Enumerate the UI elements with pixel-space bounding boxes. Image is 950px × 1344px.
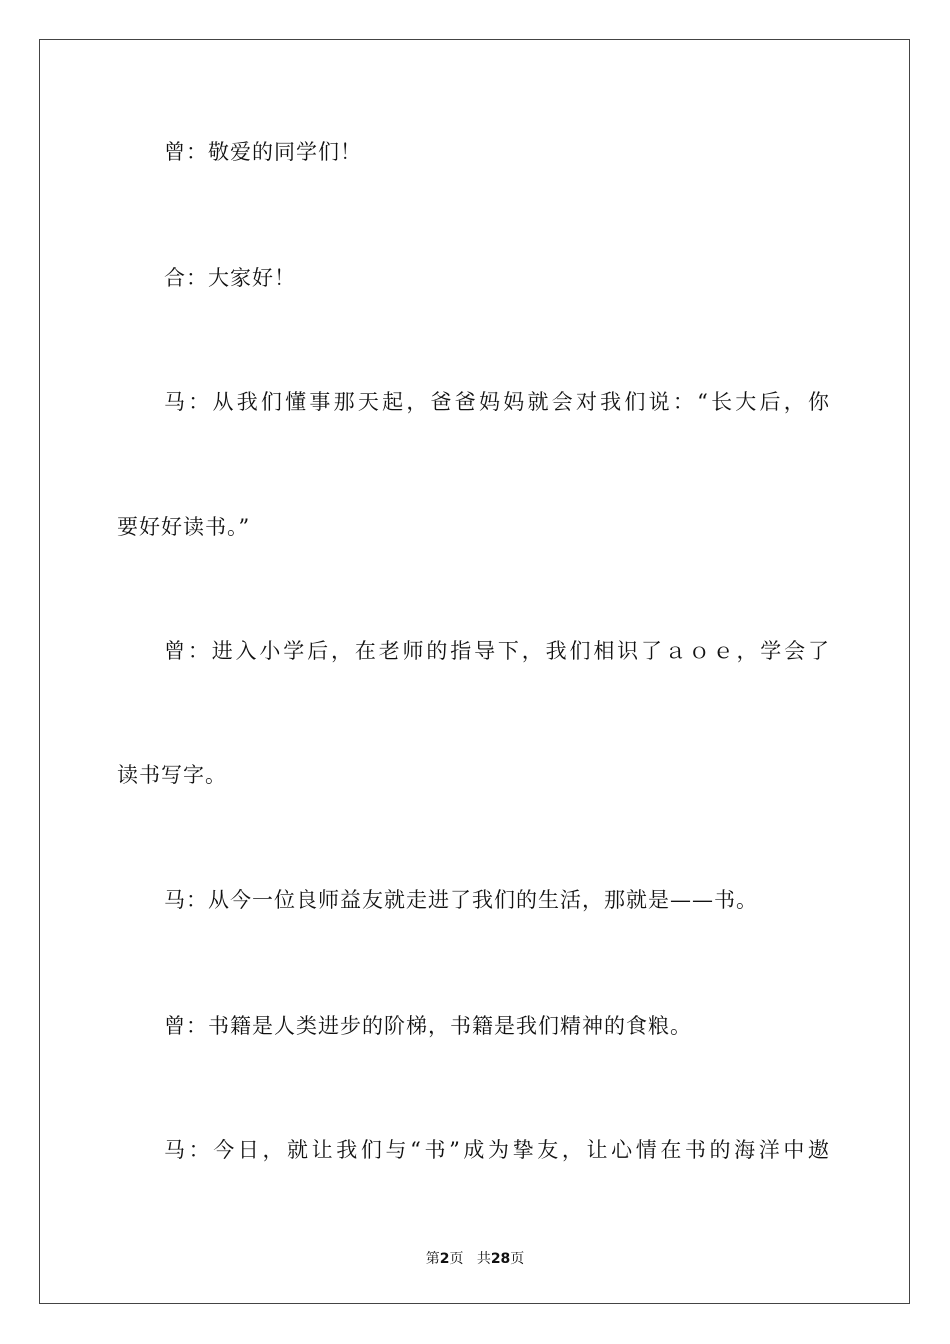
- footer-prefix: 第: [425, 1251, 440, 1267]
- paragraph-line: 曾：书籍是人类进步的阶梯，书籍是我们精神的食粮。: [164, 1014, 692, 1038]
- footer-page-suffix: 页: [449, 1251, 464, 1267]
- footer-page-number: 2: [439, 1251, 450, 1267]
- footer-total-prefix: 共: [476, 1251, 491, 1267]
- paragraph-line: 要好好读书。”: [117, 515, 251, 539]
- paragraph-line: 马：从我们懂事那天起，爸爸妈妈就会对我们说：“长大后，你: [164, 390, 830, 414]
- paragraph-line: 马：从今一位良师益友就走进了我们的生活，那就是——书。: [164, 888, 758, 912]
- page-footer: [0, 1248, 950, 1268]
- paragraph-line: 读书写字。: [117, 763, 227, 787]
- paragraph-line: 合：大家好！: [164, 266, 296, 290]
- page-frame: [39, 39, 910, 1304]
- paragraph-line: 曾：敬爱的同学们！: [164, 140, 362, 164]
- footer-total-suffix: 页: [510, 1251, 525, 1267]
- paragraph-line: 马：今日，就让我们与“书”成为挚友，让心情在书的海洋中遨: [164, 1138, 830, 1162]
- paragraph-line: 曾：进入小学后，在老师的指导下，我们相识了ａｏｅ，学会了: [164, 639, 830, 663]
- footer-total-pages: 28: [490, 1251, 511, 1267]
